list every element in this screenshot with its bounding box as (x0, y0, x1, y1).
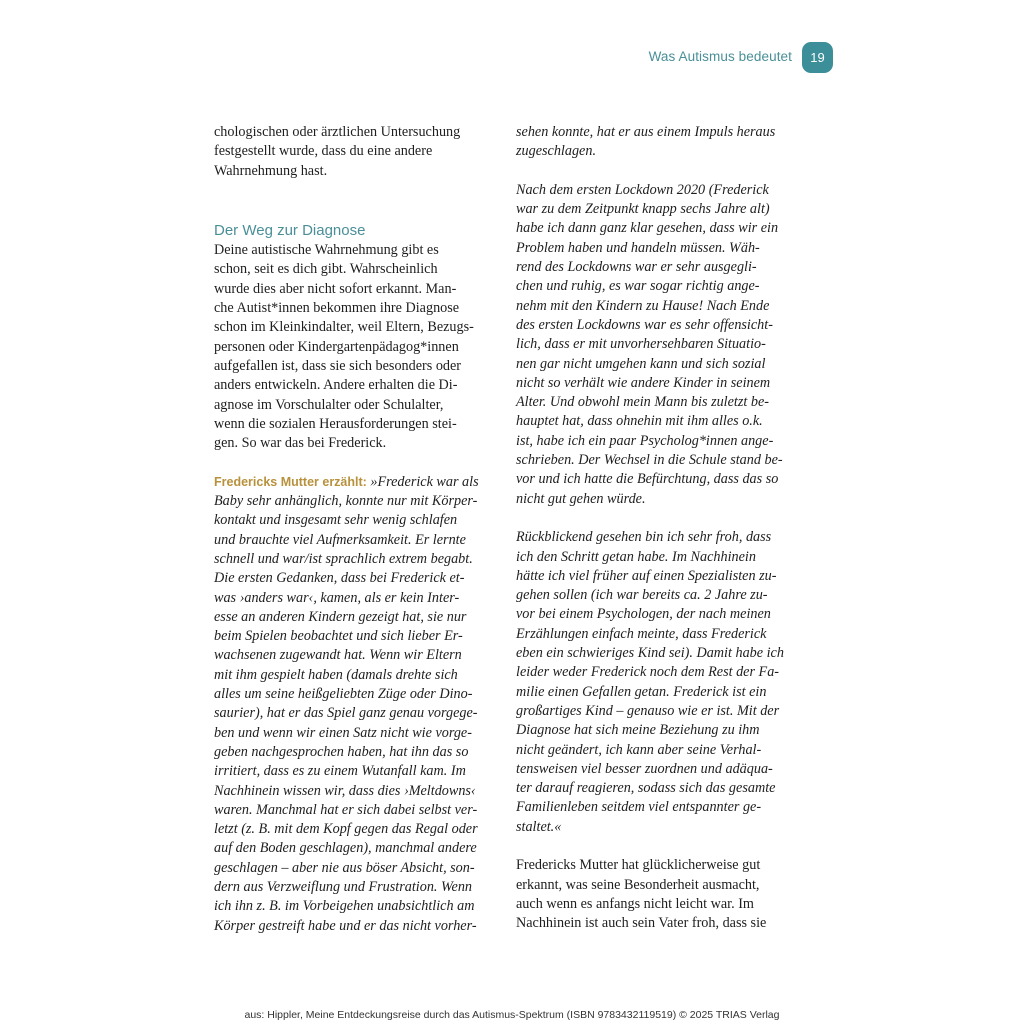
quote-opening: »Frederick war als (366, 473, 479, 490)
text-line: waren. Manchmal hat er sich dabei selbst ver- (214, 801, 478, 818)
text-line: anders entwickeln. Andere erhalten die Di- (214, 377, 458, 394)
text-line: sehen konnte, hat er aus einem Impuls heraus (516, 124, 776, 140)
text-line: hätte ich viel früher auf einen Spezialisten zu- (516, 567, 777, 584)
body-paragraph-closing (516, 856, 790, 933)
footer-citation: aus: Hippler, Meine Entdeckungsreise durch das Autismus-Spektrum (ISBN 9783432119519) © 2025 TRIAS Verlag (244, 1009, 780, 1021)
text-line: letzt (z. B. mit dem Kopf gegen das Regal oder (214, 821, 478, 838)
text-line: personen oder Kindergartenpädagog*innen (214, 338, 459, 355)
right-column (516, 123, 790, 933)
text-line: staltet.« (516, 818, 562, 835)
text-line: ich ihn z. B. im Vorbeigehen unabsichtlich am (214, 898, 475, 915)
text-line: aufgefallen ist, dass sie sich besonders oder (214, 357, 462, 374)
text-line: hauptet hat, dass ohnehin mit ihm alles o.k. (516, 413, 763, 430)
text-line: nicht geändert, ich kann aber seine Verhal- (516, 741, 762, 758)
quote-speaker: Fredericks Mutter erzählt: (214, 474, 367, 489)
text-line: auf den Boden geschlagen), manchmal andere (214, 840, 477, 857)
quote-paragraph-retrospect (516, 528, 790, 837)
text-line: irritiert, dass es zu einem Wutanfall kam. Im (214, 763, 466, 780)
text-line: alles um seine heißgeliebten Züge oder Dino- (214, 686, 473, 703)
text-line: chologischen oder ärztlichen Untersuchung (214, 124, 461, 140)
text-line: esse an anderen Kindern gezeigt hat, sie nur (214, 608, 467, 625)
text-line: Nach dem ersten Lockdown 2020 (Frederick (516, 181, 769, 198)
text-line: gehen sollen (ich war bereits ca. 2 Jahre zu- (516, 587, 768, 604)
text-line: schrieben. Der Wechsel in die Schule stand be- (516, 452, 783, 469)
quote-continuation (516, 123, 790, 162)
text-line: Wahrnehmung hast. (214, 162, 328, 179)
text-line: ist, habe ich ein paar Psycholog*innen ange- (516, 432, 774, 449)
text-line: schon, seit es dich gibt. Wahrscheinlich (214, 261, 438, 278)
text-line: des ersten Lockdowns war es sehr offensicht- (516, 316, 773, 333)
section-heading: Der Weg zur Diagnose (214, 222, 366, 240)
text-line: Nachhinein wissen wir, dass dies ›Meltdowns‹ (214, 782, 476, 799)
quote-first-line (214, 473, 486, 492)
text-line: was ›anders war‹, kamen, als er kein Inter- (214, 589, 460, 606)
text-line: mit ihm gespielt haben (damals drehte sich (214, 666, 458, 683)
text-line: nicht so verhält wie andere Kinder in seinem (516, 374, 771, 391)
text-line: Diagnose hat sich meine Beziehung zu ihm (516, 722, 760, 739)
text-line: che Autist*innen bekommen ihre Diagnose (214, 300, 460, 317)
text-line: eben ein schwieriges Kind sei). Damit habe ich (516, 645, 784, 662)
text-line: beim Spielen beobachtet und sich lieber Er- (214, 628, 463, 645)
text-line: leider weder Frederick noch dem Rest der Fa- (516, 664, 780, 681)
text-line: gen. So war das bei Frederick. (214, 435, 387, 452)
text-line: ter darauf reagieren, sodass sich das gesamte (516, 780, 776, 797)
text-line: habe ich dann ganz klar gesehen, dass wir ein (516, 220, 779, 237)
text-line: ich den Schritt getan habe. Im Nachhinein (516, 548, 756, 565)
text-line: nehm mit den Kindern zu Hause! Nach Ende (516, 297, 770, 314)
text-line: Alter. Und obwohl mein Mann bis zuletzt be- (516, 394, 769, 411)
text-line: chen und ruhig, es war sogar richtig ange- (516, 278, 760, 295)
text-line: Familienleben seitdem viel entspannter ge- (516, 799, 762, 816)
text-line: vor und ich hatte die Befürchtung, dass das so (516, 471, 779, 488)
text-line: wachsenen zugewandt hat. Wenn wir Eltern (214, 647, 462, 664)
text-line: vor bei einem Psychologen, der nach meinen (516, 606, 771, 623)
text-line: Die ersten Gedanken, dass bei Frederick et- (214, 570, 465, 587)
text-line: Körper gestreift habe und er das nicht vorher- (214, 917, 477, 934)
text-line: saurier), hat er das Spiel ganz genau vorgege- (214, 705, 478, 722)
text-line: zugeschlagen. (516, 143, 596, 160)
quote-paragraph (214, 473, 486, 936)
text-line: Nachhinein ist auch sein Vater froh, dass sie (516, 915, 767, 932)
text-line: tensweisen viel besser zuordnen und adäqua- (516, 760, 773, 777)
text-line: Baby sehr anhänglich, konnte nur mit Körper- (214, 493, 478, 510)
text-line: lich, dass er mit unvorhersehbaren Situatio- (516, 336, 766, 353)
text-line: Problem haben und handeln müssen. Wäh- (516, 239, 760, 256)
text-line: schnell und war/ist sprachlich extrem begabt. (214, 550, 473, 567)
text-line: und brauchte viel Aufmerksamkeit. Er lernte (214, 531, 466, 548)
running-header-title: Was Autismus bedeutet (648, 49, 792, 64)
text-line: festgestellt wurde, dass du eine andere (214, 143, 433, 160)
text-line: ben und wenn wir einen Satz nicht wie vorge- (214, 724, 472, 741)
text-line: großartiges Kind – genauso wie er ist. Mit der (516, 702, 780, 719)
text-line: wenn die sozialen Herausforderungen stei- (214, 415, 457, 432)
text-line: milie einen Gefallen getan. Frederick ist ein (516, 683, 767, 700)
text-line: Fredericks Mutter hat glücklicherweise gut (516, 857, 761, 874)
text-line: Rückblickend gesehen bin ich sehr froh, dass (516, 529, 772, 546)
text-line: auch wenn es anfangs nicht leicht war. Im (516, 895, 754, 912)
body-paragraph (214, 241, 486, 453)
left-column (214, 123, 486, 936)
text-line: rend des Lockdowns war er sehr ausgegli- (516, 259, 757, 276)
text-line: agnose im Vorschulalter oder Schulalter, (214, 396, 444, 413)
text-line: geschlagen – aber nie aus böser Absicht, son- (214, 859, 475, 876)
text-line: Deine autistische Wahrnehmung gibt es (214, 242, 439, 259)
text-line: nen gar nicht umgehen kann und sich sozial (516, 355, 766, 372)
text-line: erkannt, was seine Besonderheit ausmacht, (516, 876, 760, 893)
text-line: wurde dies aber nicht sofort erkannt. Man- (214, 280, 457, 297)
text-line: dern aus Verzweiflung und Frustration. Wenn (214, 878, 473, 895)
intro-paragraph (214, 123, 486, 181)
text-line: geben nachgesprochen haben, hat ihn das so (214, 743, 469, 760)
text-line: war zu dem Zeitpunkt knapp sechs Jahre alt) (516, 201, 770, 218)
text-line: kontakt und insgesamt sehr wenig schlafen (214, 512, 458, 529)
quote-paragraph-lockdown (516, 181, 790, 509)
text-line: Erzählungen einfach meinte, dass Frederick (516, 625, 767, 642)
text-line: schon im Kleinkindalter, weil Eltern, Bezugs- (214, 319, 474, 336)
text-line: nicht gut gehen würde. (516, 490, 646, 507)
page-number-tab: 19 (802, 42, 833, 73)
